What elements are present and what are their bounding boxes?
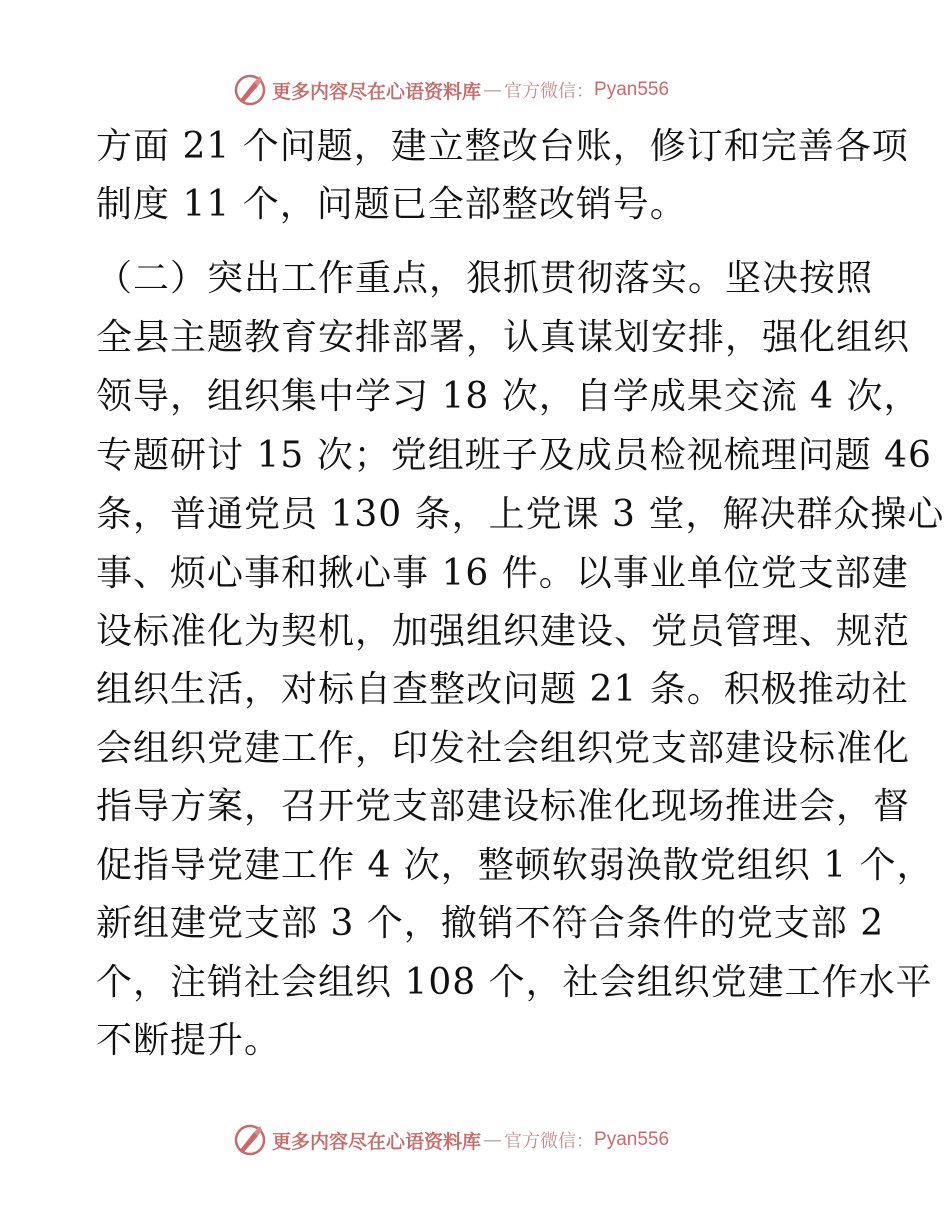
paragraph-2-line-13: 个，注销社会组织 108 个，社会组织党建工作水平 xyxy=(96,962,933,1003)
paragraph-2-line-10: 指导方案，召开党支部建设标准化现场推进会，督 xyxy=(96,786,911,827)
watermark-account: Pyan556 xyxy=(594,1129,670,1150)
paragraph-1-line-1: 方面 21 个问题，建立整改台账，修订和完善各项 xyxy=(96,126,909,167)
paragraph-1-line-2: 制度 11 个，问题已全部整改销号。 xyxy=(96,184,687,225)
paragraph-2-line-1: （二）突出工作重点，狠抓贯彻落实。坚决按照 xyxy=(96,258,874,299)
paragraph-2-line-6: 事、烦心事和揪心事 16 件。以事业单位党支部建 xyxy=(96,553,909,594)
watermark-separator: — xyxy=(483,79,503,101)
paragraph-2-line-2: 全县主题教育安排部署，认真谋划安排，强化组织 xyxy=(96,317,911,358)
paragraph-2-line-8: 组织生活，对标自查整改问题 21 条。积极推动社 xyxy=(96,669,909,710)
footer-watermark xyxy=(232,1120,752,1160)
paragraph-2-line-11: 促指导党建工作 4 次，整顿软弱涣散党组织 1 个， xyxy=(96,845,934,886)
paragraph-2-line-12: 新组建党支部 3 个，撤销不符合条件的党支部 2 xyxy=(96,903,885,944)
watermark-label: 官方微信： xyxy=(504,1131,595,1152)
watermark-label: 官方微信： xyxy=(504,81,595,102)
watermark-separator: — xyxy=(483,1129,503,1151)
watermark-brand: 更多内容尽在心语资料库 xyxy=(272,1130,482,1153)
watermark-account: Pyan556 xyxy=(594,79,670,100)
paragraph-2-line-7: 设标准化为契机，加强组织建设、党员管理、规范 xyxy=(96,611,911,652)
paragraph-2-line-14: 不断提升。 xyxy=(96,1020,282,1061)
watermark-brand: 更多内容尽在心语资料库 xyxy=(272,80,482,103)
paragraph-2-line-5: 条，普通党员 130 条，上党课 3 堂，解决群众操心 xyxy=(96,494,945,535)
paragraph-2-line-9: 会组织党建工作，印发社会组织党支部建设标准化 xyxy=(96,728,911,769)
quill-logo-icon xyxy=(232,72,268,108)
paragraph-2-line-4: 专题研讨 15 次；党组班子及成员检视梳理问题 46 xyxy=(96,435,932,476)
paragraph-2-line-3: 领导，组织集中学习 18 次，自学成果交流 4 次， xyxy=(96,376,921,417)
quill-logo-icon xyxy=(232,1122,268,1158)
header-watermark xyxy=(232,70,752,110)
